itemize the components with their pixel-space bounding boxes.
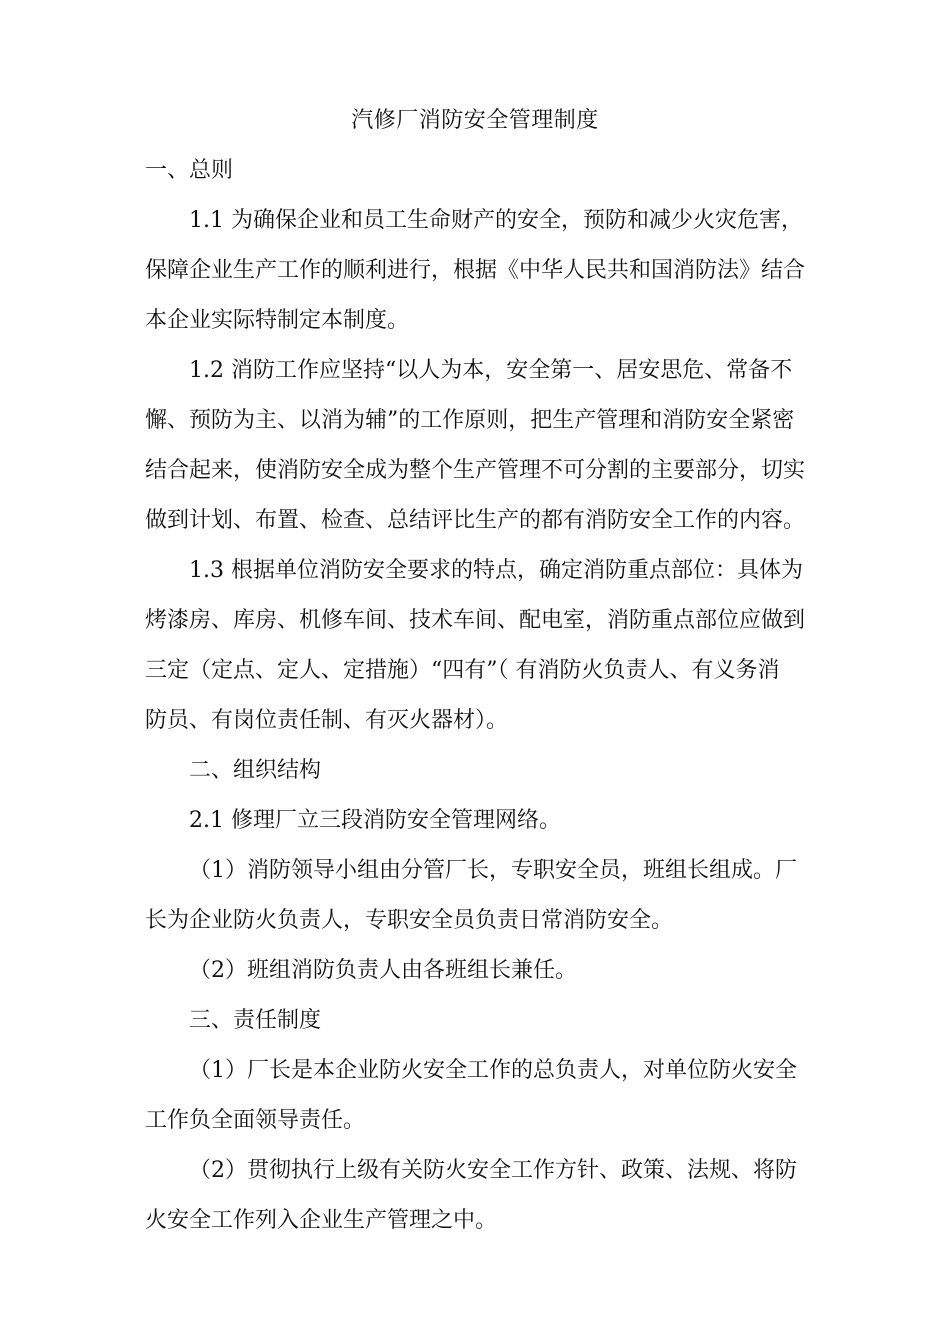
paragraph-line: 烤漆房、库房、机修车间、技术车间、配电室，消防重点部位应做到 xyxy=(145,608,806,633)
paragraph-line: 防员、有岗位责任制、有灭火器材）。 xyxy=(145,708,509,733)
paragraph-line: （2）贯彻执行上级有关防火安全工作方针、政策、法规、将防 xyxy=(189,1158,797,1183)
paragraph-line: 长为企业防火负责人，专职安全员负责日常消防安全。 xyxy=(145,908,674,933)
section-heading-general: 一、总则 xyxy=(145,158,234,183)
document-title: 汽修厂消防安全管理制度 xyxy=(351,108,599,133)
paragraph-line: 保障企业生产工作的顺利进行，根据《中华人民共和国消防法》结合 xyxy=(145,258,806,283)
paragraph-line: （2）班组消防负责人由各班组长兼任。 xyxy=(189,958,577,983)
paragraph-line: （1）厂长是本企业防火安全工作的总负责人，对单位防火安全 xyxy=(189,1058,797,1083)
paragraph-line: 三定（定点、定人、定措施）“四有”（ 有消防火负责人、有义务消 xyxy=(145,658,780,683)
paragraph-line: 结合起来，使消防安全成为整个生产管理不可分割的主要部分，切实 xyxy=(145,458,806,483)
paragraph-line: 2.1 修理厂立三段消防安全管理网络。 xyxy=(189,808,561,833)
paragraph-line: 做到计划、布置、检查、总结评比生产的都有消防安全工作的内容。 xyxy=(145,508,806,533)
paragraph-line: 工作负全面领导责任。 xyxy=(145,1108,366,1133)
paragraph-line: 1.3 根据单位消防安全要求的特点，确定消防重点部位：具体为 xyxy=(189,558,803,583)
paragraph-line: （1）消防领导小组由分管厂长，专职安全员，班组长组成。厂 xyxy=(189,858,797,883)
paragraph-line: 1.1 为确保企业和员工生命财产的安全，预防和减少火灾危害， xyxy=(189,208,803,233)
paragraph-line: 懈、预防为主、以消为辅”的工作原则，把生产管理和消防安全紧密 xyxy=(145,408,795,433)
paragraph-line: 本企业实际特制定本制度。 xyxy=(145,308,410,333)
paragraph-line: 火安全工作列入企业生产管理之中。 xyxy=(145,1208,498,1233)
section-heading-organization: 二、组织结构 xyxy=(189,758,322,783)
paragraph-line: 1.2 消防工作应坚持“以人为本，安全第一、居安思危、常备不 xyxy=(189,358,793,383)
section-heading-responsibility: 三、责任制度 xyxy=(189,1008,322,1033)
